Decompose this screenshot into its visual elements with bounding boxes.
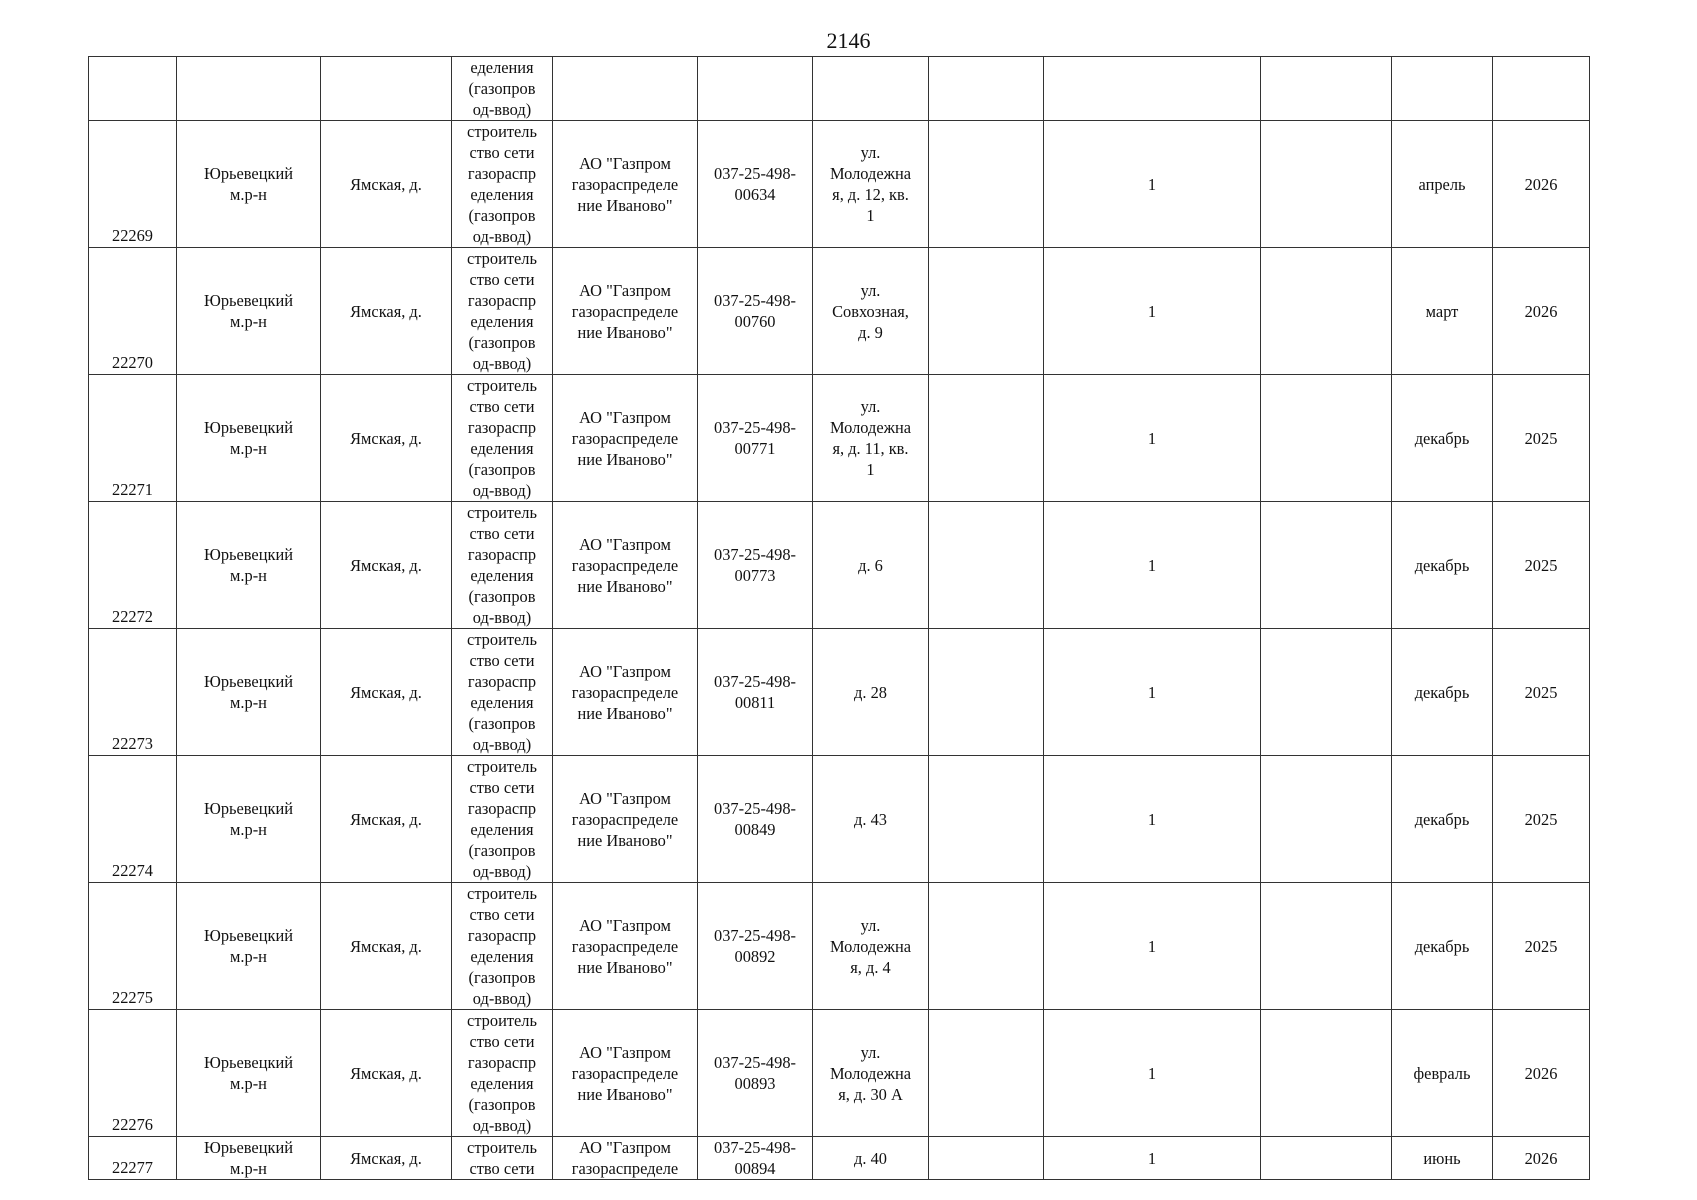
- table-row: [89, 375, 1590, 502]
- table-row: [89, 756, 1590, 883]
- cell-address-line: ул.: [860, 280, 881, 300]
- cell-district: [177, 375, 321, 502]
- cell-empty-2: [1261, 57, 1392, 121]
- cell-organization-line: АО "Газпром: [579, 407, 671, 427]
- cell-organization: [553, 121, 698, 248]
- cell-organization-line: АО "Газпром: [579, 534, 671, 554]
- cell-work-type-line: ство сети: [469, 905, 535, 924]
- cell-work-type-line: еделения: [470, 312, 534, 331]
- cell-year: [1493, 57, 1590, 121]
- cell-object-code-line: 00634: [734, 185, 776, 204]
- cell-empty-1: [929, 248, 1044, 375]
- table-row-continuation: [89, 57, 1590, 121]
- cell-number: 22269: [89, 121, 177, 248]
- cell-district-line: Юрьевецкий: [204, 291, 293, 310]
- cell-empty-1: [929, 1137, 1044, 1180]
- cell-organization-line: ние Иваново": [577, 449, 673, 469]
- page-number: 2146: [826, 28, 871, 53]
- cell-work-type-line: од-ввод): [472, 100, 532, 119]
- cell-year: 2026: [1493, 248, 1590, 375]
- cell-address-line: д. 43: [854, 809, 887, 829]
- cell-object-code: [698, 629, 813, 756]
- cell-work-type-line: еделения: [470, 439, 534, 458]
- cell-address: [813, 375, 929, 502]
- cell-number: 22275: [89, 883, 177, 1010]
- cell-work-type-line: еделения: [470, 185, 534, 204]
- cell-quantity: 1: [1044, 1137, 1261, 1180]
- cell-work-type-line: газораспр: [467, 164, 537, 183]
- cell-work-type-line: ство сети: [469, 778, 535, 797]
- cell-month: февраль: [1392, 1010, 1493, 1137]
- cell-address-line: 1: [866, 206, 875, 225]
- cell-work-type-line: од-ввод): [472, 862, 532, 881]
- cell-organization: [553, 248, 698, 375]
- cell-district-line: м.р-н: [230, 947, 267, 966]
- cell-organization-line: АО "Газпром: [579, 280, 671, 300]
- cell-object-code-line: 037-25-498-: [714, 799, 796, 818]
- cell-address: [813, 1137, 929, 1180]
- cell-address-line: я, д. 30 А: [838, 1084, 903, 1104]
- cell-district-line: м.р-н: [230, 312, 267, 331]
- cell-work-type-line: ство сети: [469, 143, 535, 162]
- cell-district-line: м.р-н: [230, 566, 267, 585]
- cell-quantity: 1: [1044, 375, 1261, 502]
- cell-work-type-line: ство сети: [469, 397, 535, 416]
- cell-work-type: [452, 57, 553, 121]
- cell-address: [813, 502, 929, 629]
- cell-work-type-line: еделения: [470, 947, 534, 966]
- cell-work-type-line: газораспр: [467, 418, 537, 437]
- cell-object-code: [698, 883, 813, 1010]
- cell-object-code: [698, 1137, 813, 1180]
- cell-organization-line: газораспределе: [571, 428, 679, 448]
- cell-number: 22274: [89, 756, 177, 883]
- cell-address: [813, 57, 929, 121]
- cell-district-line: Юрьевецкий: [204, 418, 293, 437]
- cell-organization-line: ние Иваново": [577, 1084, 673, 1104]
- cell-work-type-line: (газопров: [468, 587, 536, 606]
- cell-district: [177, 1010, 321, 1137]
- register-table: [88, 56, 1590, 1180]
- cell-district: [177, 502, 321, 629]
- cell-work-type-line: строитель: [467, 503, 537, 522]
- cell-district-line: м.р-н: [230, 693, 267, 712]
- cell-work-type: [452, 1137, 553, 1180]
- cell-work-type-line: газораспр: [467, 545, 537, 564]
- cell-work-type-line: строитель: [467, 1011, 537, 1030]
- cell-work-type: [452, 502, 553, 629]
- cell-object-code-line: 00773: [734, 566, 776, 585]
- table-row: [89, 121, 1590, 248]
- cell-work-type-line: строитель: [467, 249, 537, 268]
- cell-work-type-line: строитель: [467, 884, 537, 903]
- cell-empty-1: [929, 883, 1044, 1010]
- cell-district-line: Юрьевецкий: [204, 926, 293, 945]
- cell-address-line: я, д. 11, кв.: [832, 439, 909, 458]
- cell-organization-line: газораспределе: [571, 1159, 679, 1178]
- cell-empty-1: [929, 756, 1044, 883]
- cell-address-line: д. 28: [854, 682, 887, 702]
- cell-address-line: ул.: [860, 915, 881, 935]
- cell-work-type-line: ство сети: [469, 270, 535, 289]
- cell-work-type: [452, 121, 553, 248]
- cell-address-line: Совхозная,: [832, 301, 909, 321]
- cell-quantity: 1: [1044, 756, 1261, 883]
- cell-work-type-line: ство сети: [469, 1032, 535, 1051]
- cell-work-type-line: строитель: [467, 376, 537, 395]
- cell-object-code-line: 037-25-498-: [714, 1053, 796, 1072]
- cell-district-line: Юрьевецкий: [204, 545, 293, 564]
- cell-month: декабрь: [1392, 502, 1493, 629]
- cell-work-type-line: строитель: [467, 757, 537, 776]
- cell-number: [89, 57, 177, 121]
- cell-address-line: ул.: [860, 397, 881, 416]
- cell-quantity: [1044, 57, 1261, 121]
- cell-work-type-line: строитель: [467, 1138, 537, 1157]
- cell-organization: [553, 883, 698, 1010]
- cell-empty-1: [929, 375, 1044, 502]
- cell-work-type: [452, 629, 553, 756]
- cell-month: декабрь: [1392, 756, 1493, 883]
- cell-organization: [553, 629, 698, 756]
- cell-district-line: м.р-н: [230, 1074, 267, 1093]
- cell-organization-line: АО "Газпром: [579, 1042, 671, 1062]
- cell-object-code-line: 00894: [734, 1159, 776, 1178]
- cell-month: [1392, 57, 1493, 121]
- table-row: [89, 248, 1590, 375]
- cell-organization-line: газораспределе: [571, 174, 679, 194]
- cell-number: 22276: [89, 1010, 177, 1137]
- cell-address-line: д. 6: [858, 555, 883, 575]
- cell-district-line: м.р-н: [230, 439, 267, 458]
- cell-address: [813, 121, 929, 248]
- cell-work-type-line: газораспр: [467, 672, 537, 691]
- cell-empty-1: [929, 121, 1044, 248]
- cell-locality: Ямская, д.: [321, 502, 452, 629]
- cell-work-type-line: од-ввод): [472, 1116, 532, 1135]
- cell-district: [177, 1137, 321, 1180]
- cell-organization-line: АО "Газпром: [579, 1138, 671, 1157]
- cell-locality: Ямская, д.: [321, 248, 452, 375]
- cell-empty-2: [1261, 883, 1392, 1010]
- cell-address: [813, 629, 929, 756]
- cell-work-type-line: (газопров: [468, 714, 536, 733]
- cell-district: [177, 883, 321, 1010]
- cell-work-type-line: (газопров: [468, 968, 536, 987]
- cell-district-line: Юрьевецкий: [204, 672, 293, 691]
- cell-work-type: [452, 756, 553, 883]
- cell-organization: [553, 502, 698, 629]
- cell-empty-2: [1261, 629, 1392, 756]
- cell-number: 22271: [89, 375, 177, 502]
- cell-locality: [321, 57, 452, 121]
- cell-address-line: Молодежна: [829, 164, 912, 183]
- cell-district-line: Юрьевецкий: [204, 1053, 293, 1072]
- cell-object-code-line: 00892: [734, 947, 776, 966]
- cell-organization-line: ние Иваново": [577, 957, 673, 977]
- cell-district-line: м.р-н: [230, 185, 267, 204]
- cell-work-type: [452, 248, 553, 375]
- cell-work-type-line: од-ввод): [472, 227, 532, 246]
- cell-object-code: [698, 121, 813, 248]
- cell-locality: Ямская, д.: [321, 1137, 452, 1180]
- cell-object-code: [698, 375, 813, 502]
- cell-work-type-line: еделения: [470, 58, 534, 77]
- table-row: [89, 1137, 1590, 1180]
- cell-district: [177, 756, 321, 883]
- cell-district-line: Юрьевецкий: [204, 1138, 293, 1157]
- table-row: [89, 883, 1590, 1010]
- cell-district-line: м.р-н: [230, 1159, 267, 1178]
- cell-object-code-line: 037-25-498-: [714, 291, 796, 310]
- cell-district-line: Юрьевецкий: [204, 164, 293, 183]
- cell-empty-2: [1261, 1010, 1392, 1137]
- cell-quantity: 1: [1044, 121, 1261, 248]
- cell-organization-line: ние Иваново": [577, 703, 673, 723]
- cell-quantity: 1: [1044, 1010, 1261, 1137]
- cell-work-type-line: (газопров: [468, 841, 536, 860]
- register-table-body: [89, 57, 1590, 1180]
- cell-work-type: [452, 1010, 553, 1137]
- cell-district: [177, 629, 321, 756]
- cell-work-type-line: строитель: [467, 630, 537, 649]
- cell-object-code-line: 037-25-498-: [714, 545, 796, 564]
- cell-quantity: 1: [1044, 248, 1261, 375]
- cell-empty-1: [929, 629, 1044, 756]
- cell-address: [813, 756, 929, 883]
- cell-object-code: [698, 1010, 813, 1137]
- cell-empty-1: [929, 1010, 1044, 1137]
- cell-year: 2025: [1493, 502, 1590, 629]
- cell-address-line: Молодежна: [829, 418, 912, 437]
- cell-object-code-line: 037-25-498-: [714, 1138, 796, 1157]
- cell-object-code-line: 00760: [734, 312, 776, 331]
- cell-object-code-line: 00771: [734, 439, 776, 458]
- cell-month: декабрь: [1392, 375, 1493, 502]
- cell-work-type-line: (газопров: [468, 79, 536, 98]
- cell-district: [177, 248, 321, 375]
- cell-month: декабрь: [1392, 883, 1493, 1010]
- cell-locality: Ямская, д.: [321, 1010, 452, 1137]
- cell-empty-1: [929, 57, 1044, 121]
- cell-district-line: м.р-н: [230, 820, 267, 839]
- cell-object-code-line: 037-25-498-: [714, 672, 796, 691]
- cell-address-line: Молодежна: [829, 936, 912, 956]
- cell-organization-line: ние Иваново": [577, 576, 673, 596]
- cell-district-line: Юрьевецкий: [204, 799, 293, 818]
- cell-organization: [553, 375, 698, 502]
- cell-work-type-line: од-ввод): [472, 481, 532, 500]
- cell-organization-line: газораспределе: [571, 555, 679, 575]
- cell-organization: [553, 756, 698, 883]
- cell-number: 22277: [89, 1137, 177, 1180]
- cell-address-line: 1: [866, 460, 875, 479]
- cell-work-type: [452, 375, 553, 502]
- cell-year: 2026: [1493, 1010, 1590, 1137]
- cell-work-type-line: (газопров: [468, 206, 536, 225]
- cell-year: 2025: [1493, 756, 1590, 883]
- cell-work-type-line: строитель: [467, 122, 537, 141]
- cell-object-code: [698, 57, 813, 121]
- cell-quantity: 1: [1044, 502, 1261, 629]
- cell-organization-line: ние Иваново": [577, 830, 673, 850]
- cell-quantity: 1: [1044, 883, 1261, 1010]
- cell-locality: Ямская, д.: [321, 121, 452, 248]
- cell-organization: [553, 57, 698, 121]
- cell-object-code-line: 00811: [734, 693, 776, 712]
- table-row: [89, 629, 1590, 756]
- cell-month: март: [1392, 248, 1493, 375]
- cell-work-type-line: од-ввод): [472, 354, 532, 373]
- cell-year: 2025: [1493, 629, 1590, 756]
- cell-organization: [553, 1010, 698, 1137]
- cell-work-type-line: еделения: [470, 693, 534, 712]
- cell-address: [813, 883, 929, 1010]
- cell-address: [813, 1010, 929, 1137]
- table-row: [89, 502, 1590, 629]
- cell-locality: Ямская, д.: [321, 756, 452, 883]
- cell-work-type-line: газораспр: [467, 799, 537, 818]
- cell-number: 22272: [89, 502, 177, 629]
- cell-object-code: [698, 502, 813, 629]
- cell-work-type-line: газораспр: [467, 291, 537, 310]
- cell-work-type-line: (газопров: [468, 1095, 536, 1114]
- cell-empty-2: [1261, 502, 1392, 629]
- cell-work-type-line: од-ввод): [472, 735, 532, 754]
- cell-organization-line: АО "Газпром: [579, 153, 671, 173]
- cell-empty-2: [1261, 121, 1392, 248]
- cell-year: 2026: [1493, 1137, 1590, 1180]
- cell-work-type-line: газораспр: [467, 926, 537, 945]
- cell-organization-line: газораспределе: [571, 809, 679, 829]
- cell-locality: Ямская, д.: [321, 629, 452, 756]
- cell-year: 2025: [1493, 375, 1590, 502]
- cell-organization-line: АО "Газпром: [579, 915, 671, 935]
- table-row: [89, 1010, 1590, 1137]
- cell-work-type-line: еделения: [470, 566, 534, 585]
- cell-work-type: [452, 883, 553, 1010]
- cell-work-type-line: од-ввод): [472, 989, 532, 1008]
- cell-address-line: я, д. 4: [850, 957, 891, 977]
- cell-object-code-line: 037-25-498-: [714, 926, 796, 945]
- cell-empty-2: [1261, 1137, 1392, 1180]
- cell-address: [813, 248, 929, 375]
- cell-empty-1: [929, 502, 1044, 629]
- cell-address-line: я, д. 12, кв.: [832, 185, 909, 204]
- cell-object-code-line: 00849: [734, 820, 776, 839]
- cell-month: июнь: [1392, 1137, 1493, 1180]
- cell-work-type-line: еделения: [470, 1074, 534, 1093]
- cell-organization: [553, 1137, 698, 1180]
- cell-organization-line: газораспределе: [571, 1063, 679, 1083]
- cell-work-type-line: еделения: [470, 820, 534, 839]
- cell-organization-line: АО "Газпром: [579, 661, 671, 681]
- cell-work-type-line: од-ввод): [472, 608, 532, 627]
- cell-work-type-line: ство сети: [469, 651, 535, 670]
- cell-address-line: ул.: [860, 1042, 881, 1062]
- cell-year: 2026: [1493, 121, 1590, 248]
- cell-empty-2: [1261, 375, 1392, 502]
- cell-object-code-line: 037-25-498-: [714, 418, 796, 437]
- cell-district: [177, 121, 321, 248]
- cell-object-code-line: 037-25-498-: [714, 164, 796, 183]
- cell-organization-line: ние Иваново": [577, 322, 673, 342]
- cell-work-type-line: (газопров: [468, 333, 536, 352]
- cell-address-line: Молодежна: [829, 1063, 912, 1083]
- cell-organization-line: ние Иваново": [577, 195, 673, 215]
- cell-locality: Ямская, д.: [321, 883, 452, 1010]
- cell-month: декабрь: [1392, 629, 1493, 756]
- cell-empty-2: [1261, 248, 1392, 375]
- cell-object-code-line: 00893: [734, 1074, 776, 1093]
- cell-month: апрель: [1392, 121, 1493, 248]
- cell-quantity: 1: [1044, 629, 1261, 756]
- cell-number: 22273: [89, 629, 177, 756]
- cell-object-code: [698, 756, 813, 883]
- cell-work-type-line: ство сети: [469, 1159, 535, 1178]
- cell-year: 2025: [1493, 883, 1590, 1010]
- cell-empty-2: [1261, 756, 1392, 883]
- cell-work-type-line: (газопров: [468, 460, 536, 479]
- cell-number: 22270: [89, 248, 177, 375]
- cell-district: [177, 57, 321, 121]
- cell-work-type-line: газораспр: [467, 1053, 537, 1072]
- cell-object-code: [698, 248, 813, 375]
- cell-address-line: д. 40: [854, 1148, 887, 1168]
- cell-organization-line: газораспределе: [571, 301, 679, 321]
- cell-address-line: д. 9: [858, 322, 883, 342]
- cell-organization-line: газораспределе: [571, 936, 679, 956]
- cell-organization-line: газораспределе: [571, 682, 679, 702]
- cell-locality: Ямская, д.: [321, 375, 452, 502]
- cell-organization-line: АО "Газпром: [579, 788, 671, 808]
- cell-work-type-line: ство сети: [469, 524, 535, 543]
- cell-address-line: ул.: [860, 143, 881, 162]
